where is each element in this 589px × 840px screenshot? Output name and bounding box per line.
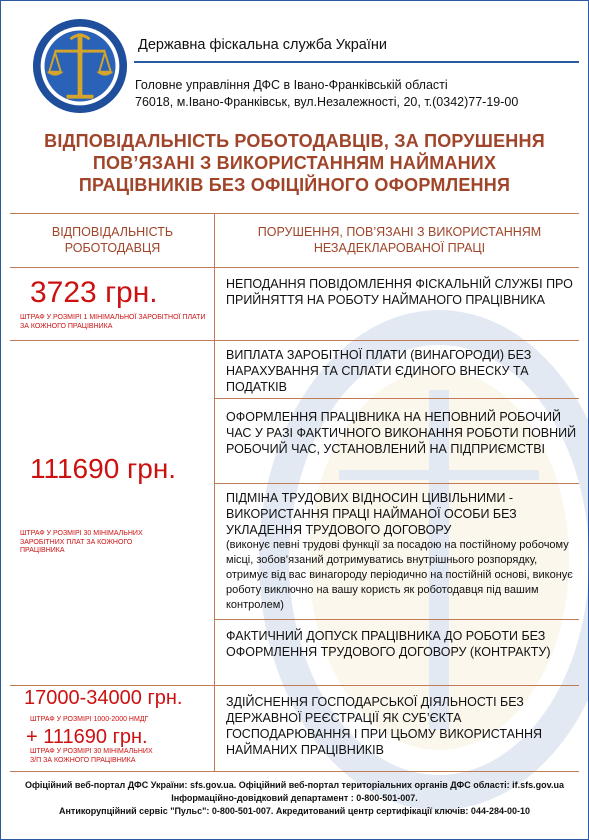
- table-bottom-border: [10, 771, 579, 772]
- col-header-responsibility: ВІДПОВІДАЛЬНІСТЬ РОБОТОДАВЦЯ: [51, 225, 174, 255]
- violation-5: ФАКТИЧНИЙ ДОПУСК ПРАЦІВНИКА ДО РОБОТИ БЕЗ ОФОРМЛЕННЯ ТРУДОВОГО ДОГОВОРУ (КОНТРАКТУ): [226, 629, 551, 659]
- department-name: Головне управління ДФС в Івано-Франківській області: [135, 78, 448, 92]
- violation-2: ВИПЛАТА ЗАРОБІТНОЇ ПЛАТИ (ВИНАГОРОДИ) БЕЗ НАРАХУВАННЯ ТА СПЛАТИ ЄДИНОГО ВНЕСКУ ТА ПОДАТКІВ: [226, 348, 532, 394]
- title-line-3: ПРАЦІВНИКІВ БЕЗ ОФІЦІЙНОГО ОФОРМЛЕННЯ: [78, 175, 511, 195]
- penalty-note-2: ШТРАФ У РОЗМІРІ 30 МІНІМАЛЬНИХ ЗАРОБІТНИХ ПЛАТ ЗА КОЖНОГО ПРАЦІВНИКА: [20, 530, 143, 554]
- address: 76018, м.Івано-Франківськ, вул.Незалежності, 20, т.(0342)77-19-00: [135, 95, 519, 109]
- penalty-amount-4: + 111690 грн.: [26, 726, 148, 748]
- violation-4: [226, 490, 578, 613]
- penalty-note-3: ШТРАФ У РОЗМІРІ 1000-2000 НМДГ: [30, 716, 149, 723]
- penalty-note-4: ШТРАФ У РОЗМІРІ 30 МІНІМАЛЬНИХ З/П ЗА КОЖНОГО ПРАЦІВНИКА: [30, 748, 153, 764]
- row-divider: [10, 340, 579, 341]
- row-divider: [214, 398, 579, 399]
- page-title: [10, 130, 579, 196]
- row-divider: [214, 619, 579, 620]
- violation-6: ЗДІЙСНЕННЯ ГОСПОДАРСЬКОЇ ДІЯЛЬНОСТІ БЕЗ ДЕРЖАВНОЇ РЕЄСТРАЦІЇ ЯК СУБ’ЄКТА ГОСПОДАРЮВАННЯ І ПРИ ЦЬОМУ ВИКОРИСТАННЯ НАЙМАНИХ ПРАЦІВНИКІВ: [226, 695, 543, 757]
- row-divider: [10, 685, 579, 686]
- dfs-emblem-icon: [32, 18, 128, 114]
- org-name: Державна фіскальна служба України: [138, 37, 387, 53]
- violation-4-title: ПІДМІНА ТРУДОВИХ ВІДНОСИН ЦИВІЛЬНИМИ - ВИКОРИСТАННЯ ПРАЦІ НАЙМАНОЇ ОСОБИ БЕЗ УКЛАДЕННЯ ТРУДОВОГО ДОГОВОРУ: [226, 491, 517, 537]
- col-header-violations: ПОРУШЕННЯ, ПОВ’ЯЗАНІ З ВИКОРИСТАННЯМ НЕЗАДЕКЛАРОВАНОЇ ПРАЦІ: [257, 225, 542, 255]
- violation-1: НЕПОДАННЯ ПОВІДОМЛЕННЯ ФІСКАЛЬНІЙ СЛУЖБІ ПРО ПРИЙНЯТТЯ НА РОБОТУ НАЙМАНОГО ПРАЦІВНИКА: [226, 277, 573, 307]
- row-divider: [214, 483, 579, 484]
- penalty-amount-1: 3723 грн.: [30, 276, 158, 309]
- title-line-2: ПОВ’ЯЗАНІ З ВИКОРИСТАННЯМ НАЙМАНИХ: [92, 153, 497, 173]
- footer-anticorruption: Антикорупційний сервіс "Пульс": 0-800-501-007. Акредитований центр сертифікації ключів: 044-284-00-10: [59, 806, 530, 816]
- violation-3: ОФОРМЛЕННЯ ПРАЦІВНИКА НА НЕПОВНИЙ РОБОЧИЙ ЧАС У РАЗІ ФАКТИЧНОГО ВИКОНАННЯ РОБОТИ ПОВНИЙ РОБОЧИЙ ЧАС, УСТАНОВЛЕНИЙ НА ПІДПРИЄМСТВІ: [226, 410, 577, 456]
- violation-4-explanation: (виконує певні трудові функції за посадою на постійному робочому місці, зобов’язаний дотримуватись внутрішнього розпорядку, отримує від вас винагороду періодично на постійній основі, виконує роботу виключно на вашу користь як роботодавця під вашим контролем): [226, 539, 573, 611]
- footer-info-dept: Інформаційно-довідковий департамент : 0-800-501-007.: [171, 793, 418, 803]
- table-top-border: [10, 213, 579, 214]
- title-line-1: ВІДПОВІДАЛЬНІСТЬ РОБОТОДАВЦІВ, ЗА ПОРУШЕННЯ: [44, 131, 545, 151]
- column-divider: [214, 213, 215, 771]
- penalty-amount-2: 111690 грн.: [30, 453, 177, 484]
- table-header-divider: [10, 267, 579, 268]
- penalty-note-1: ШТРАФ У РОЗМІРІ 1 МІНІМАЛЬНОЇ ЗАРОБІТНОЇ ПЛАТИ ЗА КОЖНОГО ПРАЦІВНИКА: [20, 314, 206, 330]
- penalty-amount-3: 17000-34000 грн.: [24, 687, 183, 709]
- header-divider: [134, 61, 579, 63]
- footer-portal: Офіційний веб-портал ДФС України: sfs.gov.ua. Офіційний веб-портал територіальних органів ДФС області: if.sfs.gov.ua: [24, 780, 565, 790]
